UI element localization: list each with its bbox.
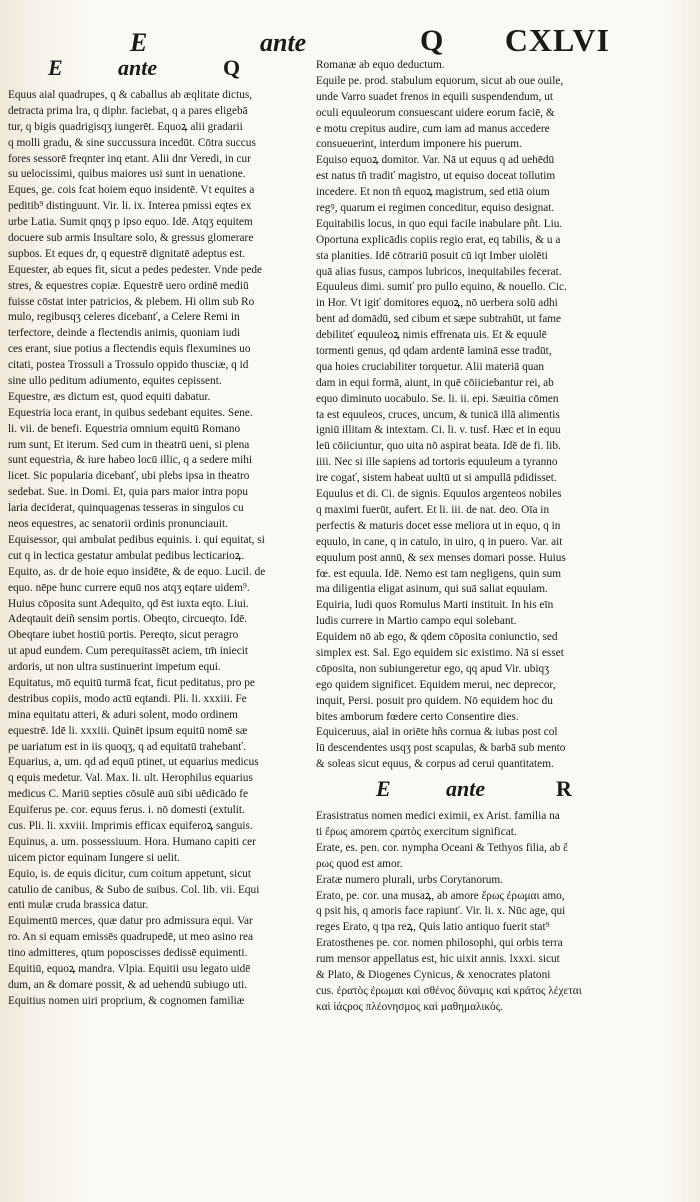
text-line: reges Erato, q tpa reꝝ, Quis latio antiquo fuerit stat⁹ bbox=[316, 921, 550, 934]
text-line: Eques, ge. cois fcat hoiem equo insidentē. Vt equites a bbox=[8, 184, 255, 197]
text-line: Equestre, æs dictum est, quod equiti dabatur. bbox=[8, 390, 211, 403]
text-line: Equimentū merces, quæ datur pro admissura equi. Var bbox=[8, 915, 253, 928]
text-line: fuisse cōstat inter patricios, & plebem. Hi olim sub Ro bbox=[8, 295, 255, 308]
text-line: detracta prima lra, q diphr. faciebat, q a pares eligebā bbox=[8, 104, 248, 117]
text-line: & Plato, & Diogenes Cynicus, & xenocrates platoni bbox=[316, 968, 551, 981]
text-line: ρως quod est amor. bbox=[316, 857, 403, 870]
text-line: Eratosthenes pe. cor. nomen philosophi, qui orbis terra bbox=[316, 937, 563, 950]
text-line: iiii. Nec si ille sapiens ad tortoris equuleum a tyranno bbox=[316, 456, 558, 469]
section-head-letter: E bbox=[48, 55, 63, 80]
text-line: stres, & equestres copiæ. Equestrē uero ordinē mediū bbox=[8, 279, 249, 292]
section-head-mark: Q bbox=[223, 55, 241, 80]
text-line: ta est equuleos, cruces, uncum, & tunicā illā alimentis bbox=[316, 408, 560, 421]
text-line: rum sunt, Et iterum. Sed cum in theatrū ueni, si plena bbox=[8, 438, 250, 451]
text-line: Equito, as. dr de hoie equo insidēte, & de equo. Lucil. de bbox=[8, 565, 266, 578]
text-line: simplex est. Sal. Ego equidem sic existimo. Nā si esset bbox=[316, 646, 564, 659]
right-column bbox=[316, 58, 646, 1016]
text-line: cus. Pli. li. xxviii. Imprimis efficax equiferoꝝ sanguis. bbox=[8, 819, 253, 832]
text-line: unde Varro suadet frenos in equili suspendendum, ut bbox=[316, 90, 553, 103]
text-line: Equidem nō ab ego, & qdem cōposita coniunctio, sed bbox=[316, 631, 558, 644]
text-line: Equiso equoꝝ domitor. Var. Nā ut equus q ad uehēdū bbox=[316, 154, 555, 167]
text-line: Equile pe. prod. stabulum equorum, sicut ab oue ouile, bbox=[316, 74, 564, 87]
text-line: Oportuna explicādis copiis regio erat, eq tabilis, & u a bbox=[316, 233, 561, 246]
right-section-head bbox=[316, 776, 646, 809]
text-line: ludis currere in Martio campo equi solebant. bbox=[316, 615, 517, 628]
text-line: q molli gradu, & sine succussura incedūt. Cōtra succus bbox=[8, 136, 256, 149]
text-line: perfectis & maturis docet esse meliora ut in equo, q in bbox=[316, 519, 561, 532]
section-head-word: ante bbox=[446, 776, 486, 802]
text-line: sedebat. Sue. in Domi. Et, quia pars maior intra popu bbox=[8, 486, 249, 499]
text-line: equo. nēpe hunc currere equū nos atqʒ eqtare uidem⁹. bbox=[8, 581, 250, 594]
text-line: Huius cōposita sunt Adequito, qd ēst iuxta eqto. Liui. bbox=[8, 597, 249, 610]
text-line: ro. An si equam emissēs quadrupedē, ut meo asino rea bbox=[8, 931, 254, 944]
text-line: consueuerint, interdum imponere his puerum. bbox=[316, 138, 522, 151]
text-line: in Hor. Vt igiť domitores equoꝝ, nō uerbera solū adhi bbox=[316, 297, 558, 310]
text-line: Equinus, a. um. possessiuum. Hora. Humano capiti cer bbox=[8, 835, 256, 848]
running-head-letter: E bbox=[130, 28, 148, 57]
text-line: pe uariatum est in iis quoqʒ, q ad equitatū trahebanť. bbox=[8, 740, 246, 753]
text-line: uicem pictor equinam Iungere si uelit. bbox=[8, 851, 180, 864]
text-line: Erate, es. pen. cor. nympha Oceani & Tethyos filia, ab ἔ bbox=[316, 841, 568, 854]
text-line: Erasistratus nomen medici eximii, ex Arist. familia na bbox=[316, 810, 560, 823]
section-head-word: ante bbox=[118, 55, 158, 80]
right-text-lines-a bbox=[316, 58, 646, 773]
text-line: cut q in lectica gestatur ambulat pedibus lecticarioꝝ. bbox=[8, 549, 245, 562]
text-line: peditib⁹ distinguunt. Vir. li. ix. Interea pmissi eqtes ex bbox=[8, 200, 252, 213]
text-line: sine ullo peditum adiumento, equites cepissent. bbox=[8, 375, 222, 388]
text-line: Equuleus dimi. sumiť pro pullo equino, & nouello. Cic. bbox=[316, 281, 567, 294]
text-line: enti mulæ cruda brassica datur. bbox=[8, 899, 149, 912]
text-line: rum mensor appellatus est, hic uixit annis. lxxxi. sicut bbox=[316, 953, 560, 966]
text-line: neos equestres, ac senatorii ordinis pronunciauit. bbox=[8, 518, 228, 531]
text-line: ma diligentia eligat asinum, qui suā saliat equulam. bbox=[316, 583, 548, 596]
folio-number: CXLVI bbox=[504, 22, 610, 58]
text-line: & soleas sicut equus, & corpus ad cerui quantitatem. bbox=[316, 758, 554, 771]
text-line: equo diminuto uocabulo. Se. li. ii. epi. Sæuitia cōmen bbox=[316, 392, 559, 405]
left-column bbox=[8, 55, 308, 1010]
running-head-mark: Q bbox=[420, 24, 444, 57]
text-line: est natus tñ tradiť magistro, ut equiso doceat tollutim bbox=[316, 170, 556, 183]
text-line: qua hoies cruciabiliter torquetur. Alii materiā quan bbox=[316, 360, 545, 373]
text-line: medicus C. Mariū septies cōsulē auū sibi uēdicādo fe bbox=[8, 788, 248, 801]
text-line: urbe Latia. Sumit qnqʒ p ipso equo. Idē. Atqʒ equitem bbox=[8, 216, 253, 229]
text-line: incedere. Et non tñ equoꝝ magistrum, sed etiā oium bbox=[316, 186, 550, 199]
text-line: citati, postea Trossuli a Trossulo oppido thusciæ, q id bbox=[8, 359, 249, 372]
left-section-head bbox=[8, 55, 308, 88]
text-line: equulum post annū, & sex menses domari posse. Huius bbox=[316, 551, 566, 564]
text-line: q maximi fuerūt, aufert. Et li. iii. de nat. deo. Oīa in bbox=[316, 503, 550, 516]
text-line: destribus copiis, modo actū eqtandi. Pli. li. xxxiii. Fe bbox=[8, 692, 247, 705]
text-line: Equarius, a, um. qd ad equū ptinet, ut equarius medicus bbox=[8, 756, 259, 769]
text-line: fœ. est equula. Idē. Nemo est tam negligens, quin sum bbox=[316, 567, 562, 580]
text-line: terfectore, deinde a flectendis animis, quoniam iudi bbox=[8, 327, 241, 340]
text-line: bites amborum fœdere certo Consentire dies. bbox=[316, 710, 519, 723]
text-line: ego quidem significet. Equidem merui, nec deprecor, bbox=[316, 678, 556, 691]
text-line: Equus aial quadrupes, q & caballus ab æqlitate dictus, bbox=[8, 89, 253, 101]
text-line: Adeqtauit deiñ sensim portis. Obeqto, circueqto. Idē. bbox=[8, 613, 248, 626]
text-line: ire cogať, sistem habeat uultū ut si ampullā pdidisset. bbox=[316, 472, 557, 485]
text-line: leū cōiiciuntur, quo uita nō aspirat beata. Idē de fi. lib. bbox=[316, 440, 561, 453]
text-line: cōposita, non subiungeretur ego, qq apud Vir. ubiqʒ bbox=[316, 662, 550, 675]
text-line: q psit his, q amoris face rapiunť. Vir. li. x. Nūc age, qui bbox=[316, 905, 566, 918]
text-line: dum, an & domare possit, & ad uehendū subiugo uti. bbox=[8, 978, 248, 991]
text-line: lū descendentes usqʒ post scapulas, & barbā sub mento bbox=[316, 742, 566, 755]
text-line: inquit, Persi. posuit pro quidem. Nō equidem hoc du bbox=[316, 694, 553, 707]
text-line: sunt equestria, & iure habeo locū illic, q a sedere mihi bbox=[8, 454, 253, 467]
text-line: regꝰ, quarum ei regimen conceditur, equiso designat. bbox=[316, 202, 555, 215]
section-head-letter: E bbox=[376, 776, 391, 802]
text-line: e motu crepitus audire, cum iam ad manus accedere bbox=[316, 122, 550, 135]
text-line: licet. Sic popularia dicebanť, ubi plebs ipsa in theatro bbox=[8, 470, 250, 483]
text-line: Equitabilis locus, in quo equi facile inabulare pñt. Liu. bbox=[316, 217, 563, 230]
text-line: Equitiū, equoꝝ mandra. Vlpia. Equitii usu legato uidē bbox=[8, 962, 251, 975]
text-line: supbos. Et eques dr, q equestrē dignitatē adeptus est. bbox=[8, 247, 246, 260]
text-line: Equiferus pe. cor. equus ferus. i. nō domesti (extulit. bbox=[8, 804, 245, 817]
text-line: bent ad domādū, sed cibum et sæpe subtrahūt, ut fame bbox=[316, 313, 562, 326]
text-line: dam in equi formā, aiunt, in quē cōiiciebantur rei, ab bbox=[316, 376, 554, 389]
text-line: igniū illitam & intextam. Ci. li. v. tusf. Hæc et in equu bbox=[316, 424, 561, 437]
text-line: Eratæ numero plurali, urbs Corytanorum. bbox=[316, 873, 503, 886]
text-line: su uelocissimi, quibus maiores usi sunt in uenatione. bbox=[8, 168, 246, 181]
running-head-word: ante bbox=[260, 28, 307, 57]
text-line: li. vii. de benefi. Equestria omnium equitū Romano bbox=[8, 422, 241, 435]
text-line: debiliteť equuleoꝝ nimis effrenata uis. Et & equulē bbox=[316, 329, 547, 342]
text-line: Equiceruus, aial in oriēte hñs cornua & iubas post col bbox=[316, 726, 558, 739]
text-line: equestrē. Idē li. xxxiii. Quinēt ipsum equitū nomē sæ bbox=[8, 724, 248, 737]
text-line: fores sessorē freqnter inq etant. Alii dnr Veredi, in cur bbox=[8, 152, 251, 165]
text-line: oculi equuleorum consuescant uidere eorum faciē, & bbox=[316, 106, 555, 119]
text-line: cus. ἐρατὸς ἐρωμαι καὶ σθένος δύναμις καὶ κράτος λέχεται bbox=[316, 984, 582, 997]
text-line: quā alias fusus, campos lubricos, inequitabiles fecerat. bbox=[316, 265, 562, 278]
text-line: ces erant, siue potius a flectendis equis flexumines uo bbox=[8, 343, 251, 356]
text-line: equulo, in cane, q in catulo, in uiro, q in puero. Var. ait bbox=[316, 535, 563, 548]
text-line: tur, q bigis quadrigisqʒ iungerēt. Equoꝝ alii gradarii bbox=[8, 120, 243, 133]
text-line: q equis medetur. Val. Max. li. ult. Herophilus equarius bbox=[8, 772, 253, 785]
text-line: Equester, ab eques fit, sicut a pedes pedester. Vnde pede bbox=[8, 263, 263, 276]
text-line: ti ἔρως amorem ϛρατὸς exercitum significat. bbox=[316, 825, 517, 838]
text-line: docuere sub armis Insultare solo, & gressus glomerare bbox=[8, 232, 254, 245]
right-text-lines-b bbox=[316, 809, 646, 1016]
running-head bbox=[130, 20, 610, 62]
text-line: Equitatus, mō equitū turmā fcat, ficut peditatus, pro pe bbox=[8, 676, 255, 689]
text-line: Romanæ ab equo deductum. bbox=[316, 59, 445, 71]
text-line: Equestria loca erant, in quibus sedebant equites. Sene. bbox=[8, 406, 253, 419]
text-line: tormenti genus, qd qdam ardentē laminā esse tradūt, bbox=[316, 345, 552, 358]
text-line: sta planities. Idē cōtrariū posuit cū iqt Imber uiolēti bbox=[316, 249, 548, 262]
left-text-lines bbox=[8, 88, 308, 1010]
section-head-mark: R bbox=[556, 776, 572, 802]
text-line: Equiria, ludi quos Romulus Marti instituit. In his eīn bbox=[316, 599, 554, 612]
text-line: ardoris, ut non ultra sustinuerint impetum equi. bbox=[8, 661, 221, 674]
text-line: Equisessor, qui ambulat pedibus equinis. i. qui equitat, si bbox=[8, 533, 265, 546]
text-line: laria deciderat, quinquagenas tesseras in singulos cu bbox=[8, 502, 244, 515]
text-line: Obeqtare iubet hostiū portis. Pereqto, sicut peragro bbox=[8, 629, 239, 642]
text-line: Equitius nomen uiri proprium, & cognomen familiæ bbox=[8, 994, 245, 1007]
text-line: mulo, regibusqʒ celeres dicebanť, a Celere Remi in bbox=[8, 311, 240, 324]
text-line: tino admitteres, qtum poposcisses dedissē equimenti. bbox=[8, 947, 248, 960]
text-line: Equio, is. de equis dicitur, cum coitum appetunt, sicut bbox=[8, 867, 252, 880]
text-line: mina equitatu atteri, & aduri solent, modo ordinem bbox=[8, 708, 238, 721]
text-line: ut apud eundem. Cum perequitassēt aciem, tm̄ iniecit bbox=[8, 645, 248, 658]
text-line: καὶ ἰάϛρος πλέονησμος καὶ μαθημαλικὸς. bbox=[316, 1000, 504, 1013]
text-line: Erato, pe. cor. una musaꝝ, ab amore ἔρως ἐρωμαι amo, bbox=[316, 889, 565, 902]
text-line: Equulus et di. Ci. de signis. Equulos argenteos nobiles bbox=[316, 488, 562, 501]
text-line: catulio de canibus, & Subo de suibus. Col. lib. vii. Equi bbox=[8, 883, 260, 896]
